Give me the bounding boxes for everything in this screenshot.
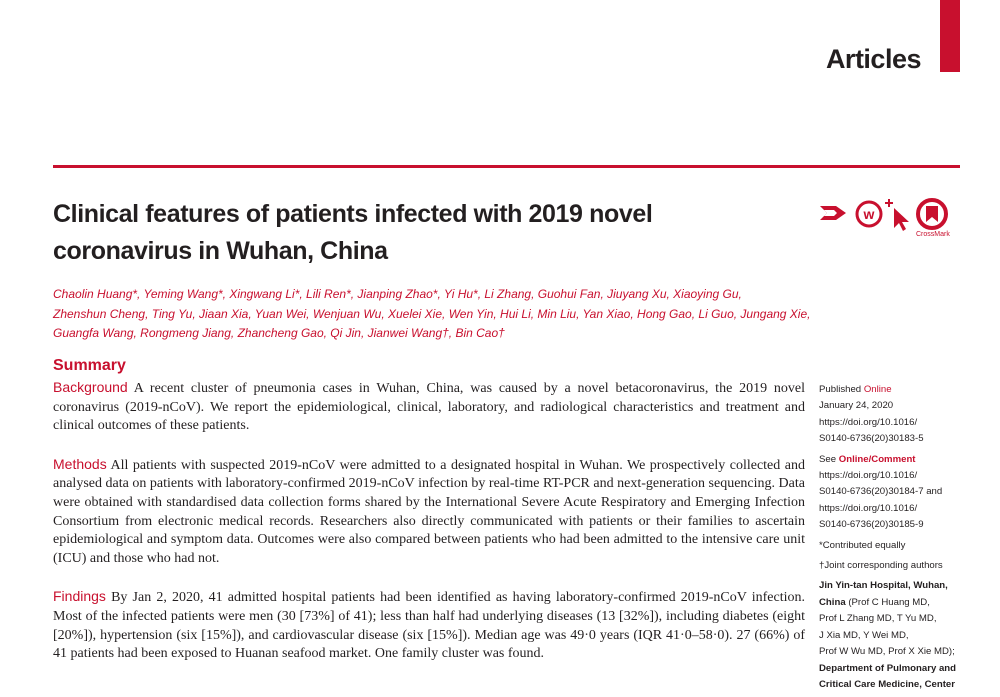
author-line: Zhenshun Cheng, Ting Yu, Jiaan Xia, Yuan Wei, Wenjuan Wu, Xuelei Xie, Wen Yin, Hui Li, Min Liu, Yan Xiao, Hong Gao, Li Guo, Jungang Xie, — [53, 306, 811, 321]
header-divider — [53, 165, 960, 168]
published-online-link[interactable]: Online — [863, 384, 892, 395]
contrib-note: *Contributed equally — [819, 539, 906, 551]
doi-link[interactable]: https://doi.org/10.1016/ — [819, 416, 918, 428]
methods-label: Methods — [53, 455, 107, 472]
article-icon-bar — [818, 198, 953, 242]
published-prefix: Published — [819, 384, 864, 395]
doi-link[interactable]: S0140-6736(20)30185-9 — [819, 519, 924, 531]
published-info — [819, 382, 969, 448]
comment-link[interactable]: Online/Comment — [838, 453, 916, 465]
published-date: January 24, 2020 — [819, 400, 894, 412]
crossmark-icon[interactable] — [916, 198, 948, 230]
affiliation-name: Critical Care Medicine, Center — [819, 678, 955, 690]
doi-link[interactable]: S0140-6736(20)30184-7 and — [819, 486, 943, 498]
crossmark-label: CrossMark — [916, 231, 950, 238]
doi-link[interactable]: https://doi.org/10.1016/ — [819, 502, 918, 514]
affiliation-name: Department of Pulmonary and — [819, 662, 956, 674]
section-color-tab — [940, 0, 960, 72]
doi-link[interactable]: https://doi.org/10.1016/ — [819, 470, 918, 482]
findings-label: Findings — [53, 588, 106, 605]
affiliation — [819, 578, 969, 693]
methods-paragraph — [53, 455, 805, 569]
author-line: Chaolin Huang*, Yeming Wang*, Xingwang Li*, Lili Ren*, Jianping Zhao*, Yi Hu*, Li Zhang, Guohui Fan, Jiuyang Xu, Xiaoying Gu, — [53, 287, 742, 301]
section-label: Articles — [825, 44, 921, 74]
web-extra-icon[interactable] — [854, 198, 884, 228]
background-paragraph — [53, 378, 805, 436]
author-line: Guangfa Wang, Rongmeng Jiang, Zhancheng Gao, Qi Jin, Jianwei Wang†, Bin Cao† — [53, 326, 505, 340]
affiliation-name: China — [819, 596, 846, 608]
article-title: Clinical features of patients infected with 2019 novel coronavirus in Wuhan, China — [53, 200, 653, 265]
affiliation-name: Jin Yin-tan Hospital, Wuhan, — [819, 580, 948, 592]
affiliation-detail: (Prof C Huang MD, — [845, 596, 930, 608]
methods-text: All patients with suspected 2019-nCoV were admitted to a designated hospital in Wuhan. We prospectively collected and analysed data on patients with laboratory-confirmed 2019-nCoV infection by real-time RT-PCR and next-generation sequencing. Data were obtained with standardised data collection forms shared by the International Severe Acute Respiratory and Emerging Infection Consortium from electronic medical records. Researchers also directly communicated with patients or their families to ascertain epidemiological and symptom data. Outcomes were also compared between patients who had been admitted to the intensive care unit (ICU) and those who had not. — [53, 457, 805, 566]
click-pointer-icon[interactable] — [882, 198, 912, 232]
author-list — [53, 285, 813, 344]
arrow-share-icon[interactable] — [818, 198, 848, 228]
findings-paragraph — [53, 587, 805, 663]
background-text: A recent cluster of pneumonia cases in Wuhan, China, was caused by a novel betacoronavirus, the 2019 novel coronavirus (2019-nCoV). We report the epidemiological, clinical, laboratory, and radiological characteristics and treatment and clinical outcomes of these patients. — [53, 381, 805, 434]
summary-heading: Summary — [53, 357, 126, 374]
svg-text:w: w — [863, 206, 875, 222]
summary-body — [53, 378, 805, 683]
affiliation-detail: Prof L Zhang MD, T Yu MD, — [819, 613, 937, 625]
see-also-info — [819, 452, 969, 534]
findings-text: By Jan 2, 2020, 41 admitted hospital patients had been identified as having laboratory-confirmed 2019-nCoV infection. Most of the infected patients were men (30 [73%] of 41); less than half had underlying diseases (13 [32%]), including diabetes (eight [20%]), hypertension (six [15%]), and cardiovascular disease (six [15%]). Median age was 49·0 years (IQR 41·0–58·0). 27 (66%) of 41 patients had been exposed to Huanan seafood market. One family cluster was found. — [53, 590, 806, 662]
background-label: Background — [53, 379, 128, 395]
affiliation-detail: J Xia MD, Y Wei MD, — [819, 629, 909, 641]
see-prefix: See — [819, 453, 839, 465]
affiliation-detail: Prof W Wu MD, Prof X Xie MD); — [819, 646, 955, 658]
joint-note: †Joint corresponding authors — [819, 560, 943, 572]
doi-link[interactable]: S0140-6736(20)30183-5 — [819, 433, 924, 445]
article-sidebar — [819, 382, 969, 697]
